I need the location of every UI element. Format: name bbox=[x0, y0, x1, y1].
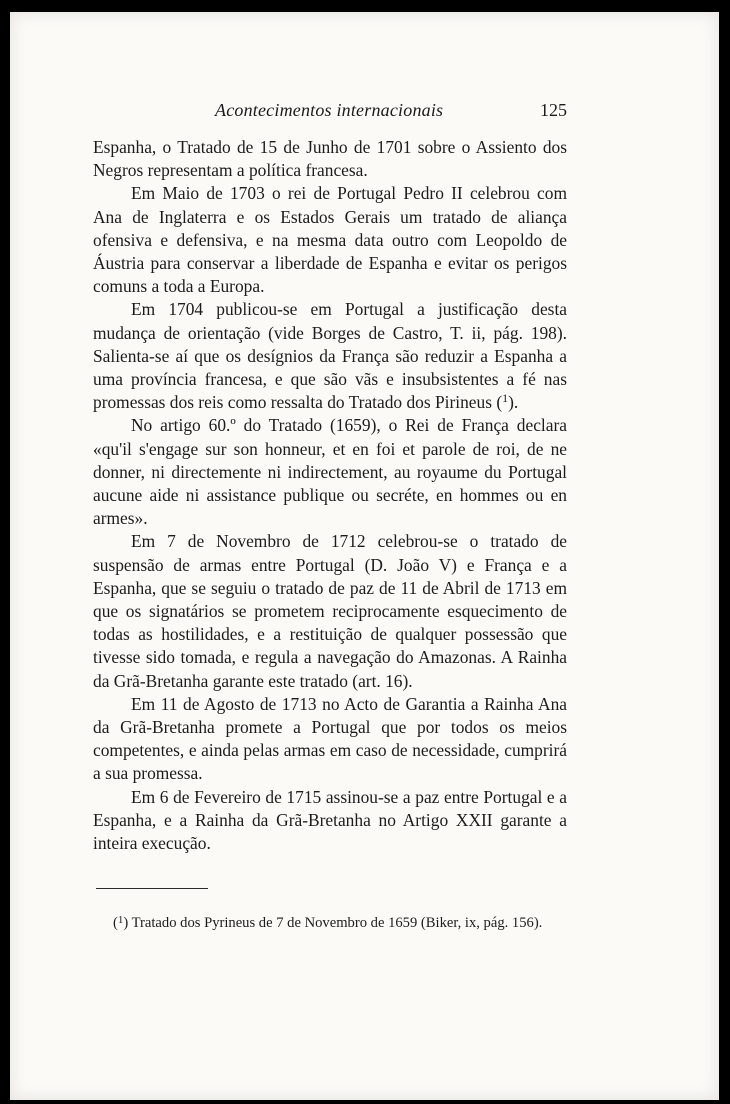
paragraph: Em 1704 publicou-se em Portugal a justificação desta mudança de orientação (vide Borges de Castro, T. ii, pág. 198). Salienta-se aí que os desígnios da França são reduzir a Espanha a uma província francesa, e que são vãs e insubsistentes a fé nas promessas dos reis como ressalta do Tratado dos Pirineus ($^1$). bbox=[93, 299, 567, 413]
footnote: ($^1$) Tratado dos Pyrineus de 7 de Novembro de 1659 (Biker, ix, pág. 156). bbox=[113, 914, 543, 931]
footnote-mark: 1 bbox=[117, 914, 124, 926]
running-title: Acontecimentos internacionais bbox=[215, 100, 444, 120]
paragraph: No artigo 60.º do Tratado (1659), o Rei de França declara «qu'il s'engage sur son honneur, et en foi et parole de roi, de ne donner, ni directemente ni indirectement, au royaume du Portugal aucune aide ni assistance publique ou secréte, en hommes ou en armes». bbox=[93, 415, 567, 529]
paragraph: Espanha, o Tratado de 15 de Junho de 1701 sobre o Assiento dos Negros representam a política francesa. bbox=[93, 137, 567, 181]
paragraph: Em 6 de Fevereiro de 1715 assinou-se a paz entre Portugal e a Espanha, e a Rainha da Grã-Bretanha no Artigo XXII garante a inteira execução. bbox=[93, 786, 567, 854]
paragraph: Em 7 de Novembro de 1712 celebrou-se o tratado de suspensão de armas entre Portugal (D. João V) e França e a Espanha, que se seguiu o tratado de paz de 11 de Abril de 1713 em que os signatários se prometem reciprocamente esquecimento de todas as hostilidades, e a restituição de qualquer possessão que tivesse sido tomada, e regula a navegação do Amazonas. A Rainha da Grã-Bretanha garante este tratado (art. 16). bbox=[93, 531, 567, 691]
page-number: 125 bbox=[540, 100, 567, 120]
body-text bbox=[93, 136, 567, 855]
paragraph: Em Maio de 1703 o rei de Portugal Pedro II celebrou com Ana de Inglaterra e os Estados Gerais um tratado de aliança ofensiva e defensiva, e na mesma data outro com Leopoldo de Áustria para conservar a liberdade de Espanha e evitar os perigos comuns a toda a Europa. bbox=[93, 183, 567, 297]
paragraph: Em 11 de Agosto de 1713 no Acto de Garantia a Rainha Ana da Grã-Bretanha promete a Portugal que por todos os meios competentes, e ainda pelas armas em caso de necessidade, cumprirá a sua promessa. bbox=[93, 693, 567, 784]
footnote-reference[interactable]: 1 bbox=[502, 391, 509, 406]
footnote-text: Tratado dos Pyrineus de 7 de Novembro de 1659 (Biker, ix, pág. 156). bbox=[131, 915, 543, 931]
footnote-divider bbox=[96, 888, 208, 889]
page-header bbox=[93, 100, 567, 124]
book-page bbox=[10, 12, 719, 1100]
